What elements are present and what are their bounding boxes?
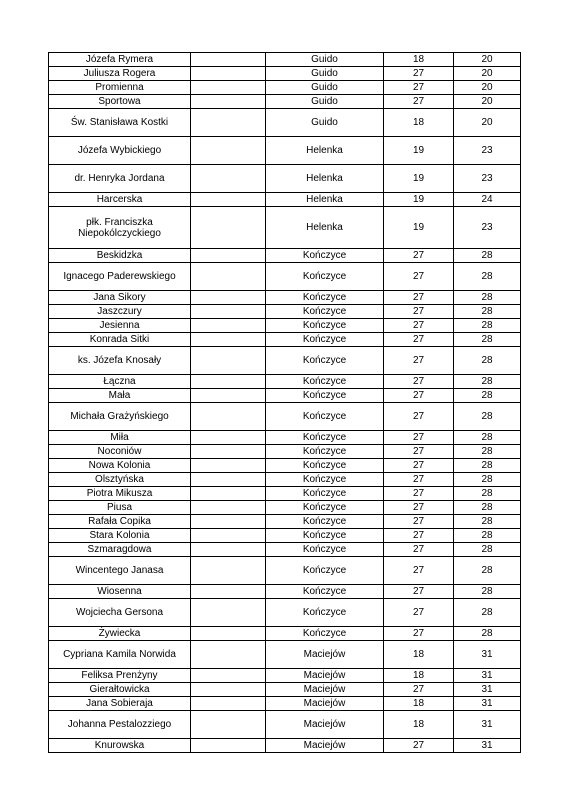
- table-row: [49, 109, 521, 137]
- street-name-cell: Jesienna: [49, 319, 191, 333]
- table-row: [49, 95, 521, 109]
- value-a-cell: 18: [384, 109, 454, 137]
- value-a-cell: 27: [384, 95, 454, 109]
- value-b-cell: 23: [454, 165, 521, 193]
- district-cell: Helenka: [266, 207, 384, 249]
- table-row: [49, 641, 521, 669]
- empty-cell: [191, 543, 266, 557]
- street-name-cell: Cypriana Kamila Norwida: [49, 641, 191, 669]
- empty-cell: [191, 739, 266, 753]
- district-cell: Kończyce: [266, 627, 384, 641]
- value-a-cell: 27: [384, 487, 454, 501]
- table-row: [49, 319, 521, 333]
- table-row: [49, 585, 521, 599]
- value-b-cell: 20: [454, 67, 521, 81]
- value-a-cell: 27: [384, 333, 454, 347]
- table-row: [49, 137, 521, 165]
- empty-cell: [191, 249, 266, 263]
- district-cell: Guido: [266, 81, 384, 95]
- value-b-cell: 20: [454, 81, 521, 95]
- value-b-cell: 28: [454, 291, 521, 305]
- value-a-cell: 27: [384, 473, 454, 487]
- value-a-cell: 27: [384, 319, 454, 333]
- value-b-cell: 28: [454, 557, 521, 585]
- value-a-cell: 27: [384, 403, 454, 431]
- district-cell: Maciejów: [266, 711, 384, 739]
- district-cell: Kończyce: [266, 291, 384, 305]
- district-cell: Guido: [266, 95, 384, 109]
- street-name-cell: Ignacego Paderewskiego: [49, 263, 191, 291]
- value-a-cell: 27: [384, 305, 454, 319]
- empty-cell: [191, 431, 266, 445]
- district-cell: Kończyce: [266, 599, 384, 627]
- empty-cell: [191, 109, 266, 137]
- district-cell: Kończyce: [266, 333, 384, 347]
- table-row: [49, 697, 521, 711]
- street-name-cell: ks. Józefa Knosały: [49, 347, 191, 375]
- street-name-cell: Feliksa Prenżyny: [49, 669, 191, 683]
- value-a-cell: 27: [384, 501, 454, 515]
- value-b-cell: 20: [454, 53, 521, 67]
- district-cell: Kończyce: [266, 389, 384, 403]
- empty-cell: [191, 263, 266, 291]
- district-cell: Helenka: [266, 165, 384, 193]
- street-name-cell: Józefa Rymera: [49, 53, 191, 67]
- district-cell: Helenka: [266, 137, 384, 165]
- value-b-cell: 28: [454, 459, 521, 473]
- street-name-cell: Juliusza Rogera: [49, 67, 191, 81]
- empty-cell: [191, 501, 266, 515]
- street-name-cell: Beskidzka: [49, 249, 191, 263]
- value-a-cell: 27: [384, 263, 454, 291]
- table-row: [49, 683, 521, 697]
- value-a-cell: 27: [384, 585, 454, 599]
- empty-cell: [191, 95, 266, 109]
- street-name-cell: Harcerska: [49, 193, 191, 207]
- table-row: [49, 193, 521, 207]
- empty-cell: [191, 165, 266, 193]
- street-name-cell: Łączna: [49, 375, 191, 389]
- district-cell: Kończyce: [266, 375, 384, 389]
- table-row: [49, 333, 521, 347]
- table-row: [49, 599, 521, 627]
- table-row: [49, 669, 521, 683]
- street-name-cell: Wincentego Janasa: [49, 557, 191, 585]
- value-b-cell: 28: [454, 501, 521, 515]
- value-b-cell: 28: [454, 431, 521, 445]
- value-a-cell: 27: [384, 249, 454, 263]
- empty-cell: [191, 585, 266, 599]
- value-b-cell: 28: [454, 585, 521, 599]
- value-a-cell: 19: [384, 193, 454, 207]
- value-b-cell: 20: [454, 95, 521, 109]
- district-cell: Kończyce: [266, 305, 384, 319]
- value-a-cell: 18: [384, 641, 454, 669]
- table-row: [49, 165, 521, 193]
- empty-cell: [191, 697, 266, 711]
- district-cell: Maciejów: [266, 739, 384, 753]
- value-b-cell: 31: [454, 711, 521, 739]
- empty-cell: [191, 193, 266, 207]
- empty-cell: [191, 389, 266, 403]
- value-a-cell: 27: [384, 389, 454, 403]
- value-b-cell: 28: [454, 599, 521, 627]
- street-name-cell: Jana Sikory: [49, 291, 191, 305]
- value-b-cell: 28: [454, 319, 521, 333]
- value-b-cell: 28: [454, 529, 521, 543]
- value-b-cell: 28: [454, 305, 521, 319]
- value-b-cell: 28: [454, 515, 521, 529]
- street-name-cell: Promienna: [49, 81, 191, 95]
- value-a-cell: 27: [384, 543, 454, 557]
- value-a-cell: 27: [384, 599, 454, 627]
- table-row: [49, 67, 521, 81]
- value-a-cell: 27: [384, 557, 454, 585]
- district-cell: Guido: [266, 67, 384, 81]
- table-row: [49, 739, 521, 753]
- district-cell: Kończyce: [266, 515, 384, 529]
- empty-cell: [191, 711, 266, 739]
- district-cell: Kończyce: [266, 249, 384, 263]
- empty-cell: [191, 599, 266, 627]
- value-b-cell: 20: [454, 109, 521, 137]
- district-cell: Maciejów: [266, 669, 384, 683]
- table-row: [49, 431, 521, 445]
- value-b-cell: 24: [454, 193, 521, 207]
- value-a-cell: 27: [384, 291, 454, 305]
- empty-cell: [191, 375, 266, 389]
- table-row: [49, 487, 521, 501]
- street-name-cell: Rafała Copika: [49, 515, 191, 529]
- value-b-cell: 28: [454, 249, 521, 263]
- table-row: [49, 403, 521, 431]
- value-a-cell: 18: [384, 669, 454, 683]
- district-cell: Maciejów: [266, 641, 384, 669]
- empty-cell: [191, 473, 266, 487]
- empty-cell: [191, 81, 266, 95]
- value-b-cell: 31: [454, 697, 521, 711]
- street-name-cell: Jaszczury: [49, 305, 191, 319]
- value-a-cell: 27: [384, 67, 454, 81]
- empty-cell: [191, 529, 266, 543]
- street-name-cell: Noconiów: [49, 445, 191, 459]
- value-a-cell: 27: [384, 445, 454, 459]
- value-a-cell: 27: [384, 347, 454, 375]
- district-cell: Helenka: [266, 193, 384, 207]
- table-row: [49, 473, 521, 487]
- value-b-cell: 23: [454, 207, 521, 249]
- street-name-cell: Piotra Mikusza: [49, 487, 191, 501]
- street-name-cell: Johanna Pestalozziego: [49, 711, 191, 739]
- street-name-cell: Mała: [49, 389, 191, 403]
- value-a-cell: 27: [384, 515, 454, 529]
- value-a-cell: 18: [384, 697, 454, 711]
- value-a-cell: 19: [384, 137, 454, 165]
- district-cell: Kończyce: [266, 473, 384, 487]
- value-b-cell: 28: [454, 543, 521, 557]
- district-cell: Kończyce: [266, 557, 384, 585]
- value-b-cell: 28: [454, 347, 521, 375]
- district-cell: Kończyce: [266, 263, 384, 291]
- empty-cell: [191, 53, 266, 67]
- street-name-cell: płk. Franciszka Niepokólczyckiego: [49, 207, 191, 249]
- table-row: [49, 557, 521, 585]
- empty-cell: [191, 557, 266, 585]
- table-row: [49, 375, 521, 389]
- street-name-cell: Piusa: [49, 501, 191, 515]
- value-b-cell: 31: [454, 683, 521, 697]
- value-b-cell: 28: [454, 375, 521, 389]
- empty-cell: [191, 347, 266, 375]
- empty-cell: [191, 403, 266, 431]
- street-name-cell: Nowa Kolonia: [49, 459, 191, 473]
- district-cell: Kończyce: [266, 585, 384, 599]
- district-cell: Kończyce: [266, 347, 384, 375]
- district-cell: Kończyce: [266, 431, 384, 445]
- empty-cell: [191, 669, 266, 683]
- table-row: [49, 501, 521, 515]
- empty-cell: [191, 459, 266, 473]
- empty-cell: [191, 445, 266, 459]
- table-row: [49, 249, 521, 263]
- value-a-cell: 27: [384, 81, 454, 95]
- value-a-cell: 18: [384, 53, 454, 67]
- value-b-cell: 31: [454, 739, 521, 753]
- street-name-cell: Żywiecka: [49, 627, 191, 641]
- value-a-cell: 27: [384, 375, 454, 389]
- table-row: [49, 81, 521, 95]
- value-b-cell: 28: [454, 445, 521, 459]
- district-cell: Kończyce: [266, 319, 384, 333]
- value-a-cell: 18: [384, 711, 454, 739]
- empty-cell: [191, 487, 266, 501]
- empty-cell: [191, 515, 266, 529]
- table-row: [49, 53, 521, 67]
- empty-cell: [191, 67, 266, 81]
- value-b-cell: 28: [454, 263, 521, 291]
- value-b-cell: 28: [454, 487, 521, 501]
- street-name-cell: dr. Henryka Jordana: [49, 165, 191, 193]
- district-cell: Maciejów: [266, 697, 384, 711]
- empty-cell: [191, 207, 266, 249]
- value-b-cell: 28: [454, 403, 521, 431]
- empty-cell: [191, 319, 266, 333]
- value-b-cell: 23: [454, 137, 521, 165]
- district-cell: Kończyce: [266, 403, 384, 431]
- empty-cell: [191, 683, 266, 697]
- empty-cell: [191, 137, 266, 165]
- table-row: [49, 459, 521, 473]
- table-row: [49, 627, 521, 641]
- street-name-cell: Michała Grażyńskiego: [49, 403, 191, 431]
- street-table: [48, 52, 521, 753]
- district-cell: Kończyce: [266, 445, 384, 459]
- district-cell: Kończyce: [266, 459, 384, 473]
- table-row: [49, 711, 521, 739]
- empty-cell: [191, 291, 266, 305]
- street-name-cell: Miła: [49, 431, 191, 445]
- district-cell: Kończyce: [266, 543, 384, 557]
- table-row: [49, 207, 521, 249]
- table-row: [49, 305, 521, 319]
- street-name-cell: Józefa Wybickiego: [49, 137, 191, 165]
- street-name-cell: Knurowska: [49, 739, 191, 753]
- value-a-cell: 27: [384, 683, 454, 697]
- value-a-cell: 19: [384, 165, 454, 193]
- empty-cell: [191, 627, 266, 641]
- street-name-cell: Konrada Sitki: [49, 333, 191, 347]
- value-b-cell: 28: [454, 627, 521, 641]
- table-row: [49, 529, 521, 543]
- value-b-cell: 31: [454, 641, 521, 669]
- table-body: [49, 53, 521, 753]
- value-a-cell: 27: [384, 627, 454, 641]
- value-a-cell: 27: [384, 739, 454, 753]
- value-a-cell: 27: [384, 431, 454, 445]
- value-b-cell: 28: [454, 389, 521, 403]
- table-row: [49, 515, 521, 529]
- district-cell: Guido: [266, 109, 384, 137]
- street-name-cell: Szmaragdowa: [49, 543, 191, 557]
- district-cell: Guido: [266, 53, 384, 67]
- district-cell: Kończyce: [266, 487, 384, 501]
- street-name-cell: Św. Stanisława Kostki: [49, 109, 191, 137]
- value-b-cell: 28: [454, 473, 521, 487]
- street-name-cell: Gierałtowicka: [49, 683, 191, 697]
- street-name-cell: Olsztyńska: [49, 473, 191, 487]
- district-cell: Kończyce: [266, 529, 384, 543]
- table-row: [49, 445, 521, 459]
- value-b-cell: 31: [454, 669, 521, 683]
- table-row: [49, 347, 521, 375]
- street-name-cell: Jana Sobieraja: [49, 697, 191, 711]
- empty-cell: [191, 333, 266, 347]
- value-a-cell: 27: [384, 459, 454, 473]
- value-a-cell: 27: [384, 529, 454, 543]
- value-b-cell: 28: [454, 333, 521, 347]
- street-name-cell: Wiosenna: [49, 585, 191, 599]
- district-cell: Kończyce: [266, 501, 384, 515]
- table-row: [49, 389, 521, 403]
- table-row: [49, 543, 521, 557]
- district-cell: Maciejów: [266, 683, 384, 697]
- table-row: [49, 263, 521, 291]
- street-name-cell: Wojciecha Gersona: [49, 599, 191, 627]
- street-name-cell: Sportowa: [49, 95, 191, 109]
- empty-cell: [191, 305, 266, 319]
- street-name-cell: Stara Kolonia: [49, 529, 191, 543]
- empty-cell: [191, 641, 266, 669]
- value-a-cell: 19: [384, 207, 454, 249]
- table-row: [49, 291, 521, 305]
